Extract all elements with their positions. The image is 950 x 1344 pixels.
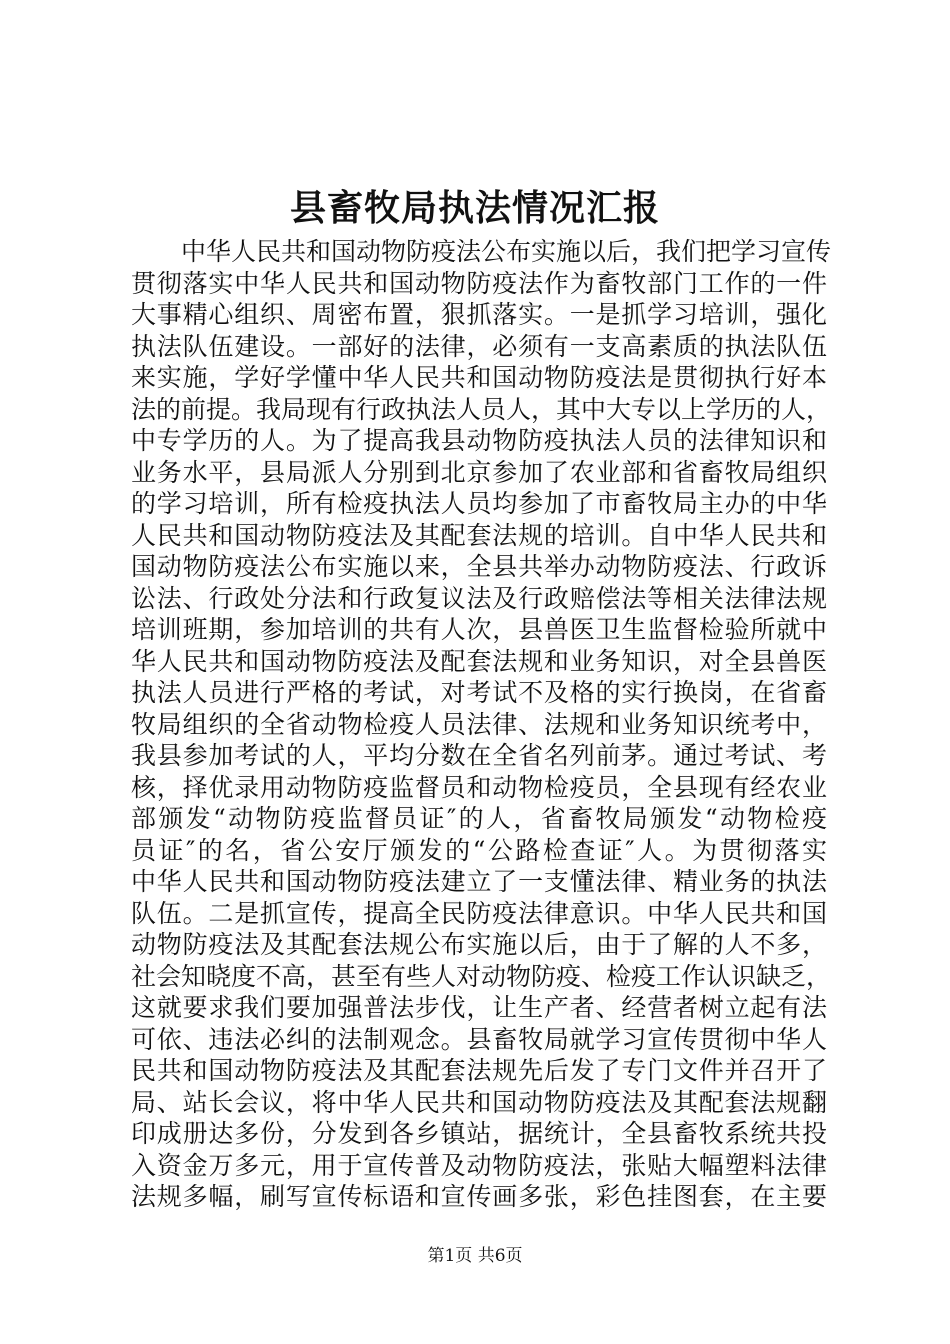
body-line: 法的前提。我局现有行政执法人员人，其中大专以上学历的人， — [131, 394, 832, 424]
body-line: 大事精心组织、周密布置，狠抓落实。一是抓学习培训，强化 — [131, 300, 827, 329]
body-line: 局、站长会议，将中华人民共和国动物防疫法及其配套法规翻 — [131, 1087, 827, 1117]
body-line: 业务水平，县局派人分别到北京参加了农业部和省畜牧局组织 — [131, 457, 827, 487]
body-line: 中华人民共和国动物防疫法建立了一支懂法律、精业务的执法 — [131, 867, 827, 896]
body-line: 我县参加考试的人，平均分数在全省名列前茅。通过考试、考 — [131, 741, 827, 770]
body-line: 讼法、行政处分法和行政复议法及行政赔偿法等相关法律法规 — [131, 583, 827, 613]
document-title: 县畜牧局执法情况汇报 — [289, 187, 660, 229]
body-line: 印成册达多份，分发到各乡镇站，据统计，全县畜牧系统共投 — [131, 1119, 827, 1148]
body-line: 动物防疫法及其配套法规公布实施以后，由于了解的人不多， — [131, 930, 827, 959]
body-line: 中华人民共和国动物防疫法公布实施以后，我们把学习宣传 — [181, 237, 832, 266]
body-line: 来实施，学好学懂中华人民共和国动物防疫法是贯彻执行好本 — [131, 363, 827, 392]
body-line: 的学习培训，所有检疫执法人员均参加了市畜牧局主办的中华 — [131, 489, 827, 518]
body-line: 社会知晓度不高，甚至有些人对动物防疫、检疫工作认识缺乏， — [131, 961, 832, 991]
body-line: 贯彻落实中华人民共和国动物防疫法作为畜牧部门工作的一件 — [131, 268, 827, 298]
body-line: 民共和国动物防疫法及其配套法规先后发了专门文件并召开了 — [131, 1056, 827, 1085]
body-line: 人民共和国动物防疫法及其配套法规的培训。自中华人民共和 — [131, 520, 827, 550]
page-footer: 第1页 共6页 — [427, 1246, 523, 1266]
body-line: 华人民共和国动物防疫法及配套法规和业务知识，对全县兽医 — [131, 646, 827, 676]
body-line: 国动物防疫法公布实施以来，全县共举办动物防疫法、行政诉 — [131, 552, 827, 581]
body-line: 核，择优录用动物防疫监督员和动物检疫员，全县现有经农业 — [131, 772, 827, 802]
body-line: 执法人员进行严格的考试，对考试不及格的实行换岗，在省畜 — [131, 678, 827, 707]
body-line: 培训班期，参加培训的共有人次，县兽医卫生监督检验所就中 — [131, 615, 827, 644]
body-line: 部颁发“动物防疫监督员证″的人，省畜牧局颁发“动物检疫 — [131, 804, 827, 833]
body-line: 执法队伍建设。一部好的法律，必须有一支高素质的执法队伍 — [131, 331, 827, 361]
body-line: 员证″的名，省公安厅颁发的“公路检查证″人。为贯彻落实 — [131, 835, 827, 865]
body-line: 牧局组织的全省动物检疫人员法律、法规和业务知识统考中， — [131, 709, 827, 739]
body-line: 可依、违法必纠的法制观念。县畜牧局就学习宣传贯彻中华人 — [131, 1024, 827, 1054]
body-line: 入资金万多元，用于宣传普及动物防疫法，张贴大幅塑料法律 — [131, 1150, 827, 1180]
body-line: 中专学历的人。为了提高我县动物防疫执法人员的法律知识和 — [131, 426, 827, 455]
body-line: 这就要求我们要加强普法步伐，让生产者、经营者树立起有法 — [131, 993, 827, 1022]
body-line: 队伍。二是抓宣传，提高全民防疫法律意识。中华人民共和国 — [131, 898, 827, 928]
document-body — [131, 236, 832, 1213]
body-line: 法规多幅，刷写宣传标语和宣传画多张，彩色挂图套，在主要 — [131, 1182, 827, 1211]
